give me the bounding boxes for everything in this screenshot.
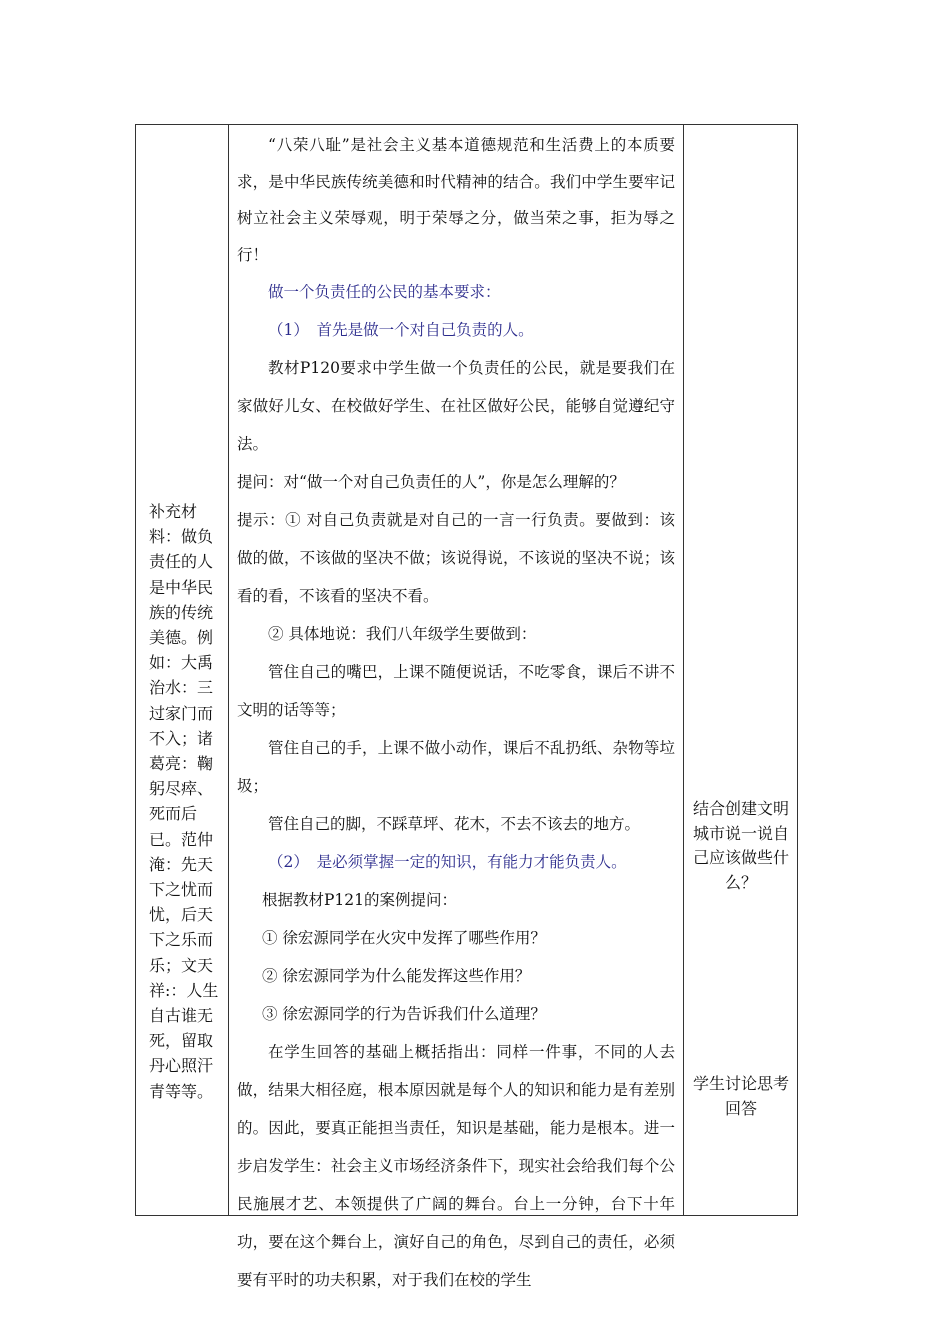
- paragraph-textbook-p120: 教材P120要求中学生做一个负责任的公民，就是要我们在家做好儿女、在校做好学生、在社区做好公民，能够自觉遵纪守法。: [237, 359, 675, 453]
- question-2: ② 徐宏源同学为什么能发挥这些作用？: [262, 967, 531, 985]
- heading-point-1: （1） 首先是做一个对自己负责的人。: [268, 321, 534, 339]
- supplement-text: 补充材料：做负责任的人是中华民族的传统美德。例如：大禹治水：三过家门而不入；诸葛亮：鞠躬尽瘁、死而后已。范仲淹：先天下之忧而忧，后天下之乐而乐；文天祥:：人生自古谁无死，留取丹心照汗青等等。: [149, 502, 219, 1101]
- hint-paragraph: 提示：① 对自己负责就是对自己的一言一行负责。要做到：该做的做，不该做的坚决不做；该说得说，不该说的坚决不说；该看的看，不该看的坚决不看。: [237, 511, 675, 605]
- question-responsibility: 提问：对“做一个对自己负责任的人”，你是怎么理解的？: [237, 473, 625, 491]
- teaching-content-column: [228, 125, 683, 1289]
- heading-point-2: （2） 是必须掌握一定的知识，有能力才能负责人。: [268, 853, 627, 871]
- paragraph-summary: 在学生回答的基础上概括指出：同样一件事，不同的人去做，结果大相径庭，根本原因就是每个人的知识和能力是有差别的。因此，要真正能担当责任，知识是基础，能力是根本。进一步启发学生：社会主义市场经济条件下，现实社会给我们每个公民施展才艺、本领提供了广阔的舞台。台上一分钟，台下十年功，要在这个舞台上，演好自己的角色，尽到自己的责任，必须要有平时的功夫积累，对于我们在校的学生: [237, 1043, 675, 1289]
- paragraph-textbook-p121: 根据教材P121的案例提问：: [262, 891, 458, 909]
- student-activity-column: [683, 125, 797, 1215]
- supplement-column: [136, 125, 228, 1215]
- activity-note-civilized-city: 结合创建文明城市说一说自己应该做些什么？: [693, 799, 790, 892]
- question-1: ① 徐宏源同学在火灾中发挥了哪些作用？: [262, 929, 546, 947]
- paragraph-hands: 管住自己的手，上课不做小动作，课后不乱扔纸、杂物等垃圾；: [237, 739, 675, 795]
- question-3: ③ 徐宏源同学的行为告诉我们什么道理？: [262, 1005, 546, 1023]
- activity-note-discussion: 学生讨论思考回答: [693, 1074, 790, 1118]
- paragraph-feet: 管住自己的脚，不踩草坪、花木，不去不该去的地方。: [268, 815, 641, 833]
- paragraph-specifically: ② 具体地说：我们八年级学生要做到：: [268, 625, 537, 643]
- paragraph-mouth: 管住自己的嘴巴，上课不随便说话，不吃零食，课后不讲不文明的话等等；: [237, 663, 675, 719]
- paragraph-honor-disgrace: “八荣八耻”是社会主义基本道德规范和生活费上的本质要求，是中华民族传统美德和时代精神的结合。我们中学生要牢记树立社会主义荣辱观，明于荣辱之分，做当荣之事，拒为辱之行！: [237, 136, 675, 264]
- lesson-table: [135, 124, 798, 1289]
- heading-basic-requirements: 做一个负责任的公民的基本要求：: [268, 283, 501, 301]
